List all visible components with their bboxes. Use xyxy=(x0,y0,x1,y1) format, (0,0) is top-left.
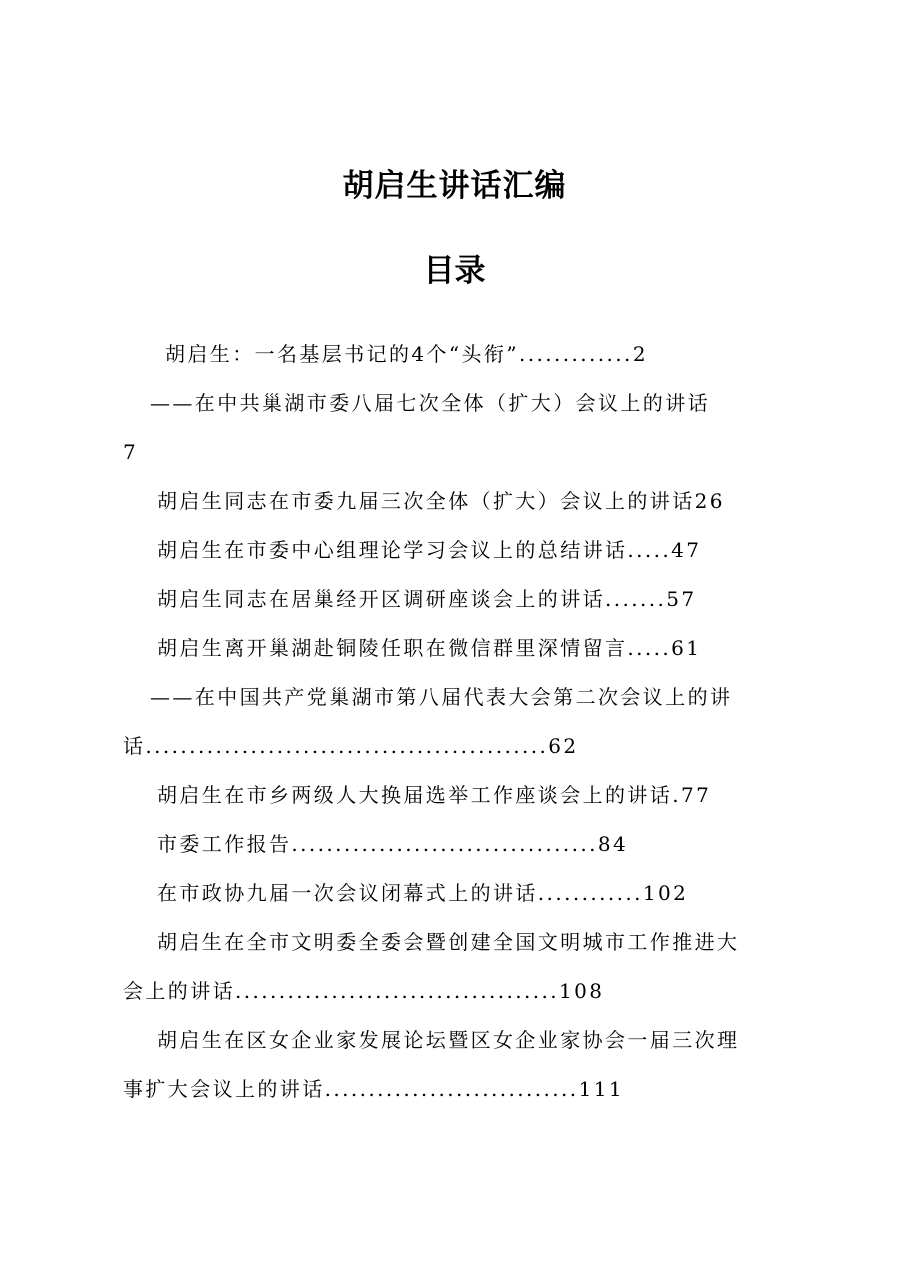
toc-entry-page: 7 xyxy=(123,440,139,464)
table-of-contents xyxy=(123,330,803,1114)
toc-entry: 市委工作报告...................................84 xyxy=(157,832,629,856)
toc-entry: 胡启生同志在市委九届三次全体（扩大）会议上的讲话26 xyxy=(157,489,725,513)
toc-entry-continuation: 会上的讲话.....................................108 xyxy=(123,979,605,1003)
toc-entry: 胡启生离开巢湖赴铜陵任职在微信群里深情留言.....61 xyxy=(157,636,702,660)
toc-entry: 胡启生在区女企业家发展论坛暨区女企业家协会一届三次理 xyxy=(157,1028,740,1052)
toc-entry-continuation: 事扩大会议上的讲话.............................111 xyxy=(123,1077,624,1101)
toc-entry: 胡启生同志在居巢经开区调研座谈会上的讲话.......57 xyxy=(157,587,697,611)
toc-entry: 胡启生在全市文明委全委会暨创建全国文明城市工作推进大 xyxy=(157,930,740,954)
toc-entry-subtitle: ——在中共巢湖市委八届七次全体（扩大）会议上的讲话 xyxy=(150,391,710,415)
toc-entry: 胡启生在市乡两级人大换届选举工作座谈会上的讲话.77 xyxy=(157,783,712,807)
toc-entry: 在市政协九届一次会议闭幕式上的讲话............102 xyxy=(157,881,689,905)
toc-entry-subtitle: ——在中国共产党巢湖市第八届代表大会第二次会议上的讲 xyxy=(150,685,733,709)
document-title: 胡启生讲话汇编 xyxy=(342,168,567,204)
toc-entry: 胡启生：一名基层书记的4个“头衔”.............2 xyxy=(165,342,648,366)
toc-entry-continuation: 话..............................................62 xyxy=(123,734,579,758)
toc-heading: 目录 xyxy=(423,253,486,289)
toc-entry: 胡启生在市委中心组理论学习会议上的总结讲话.....47 xyxy=(157,538,702,562)
